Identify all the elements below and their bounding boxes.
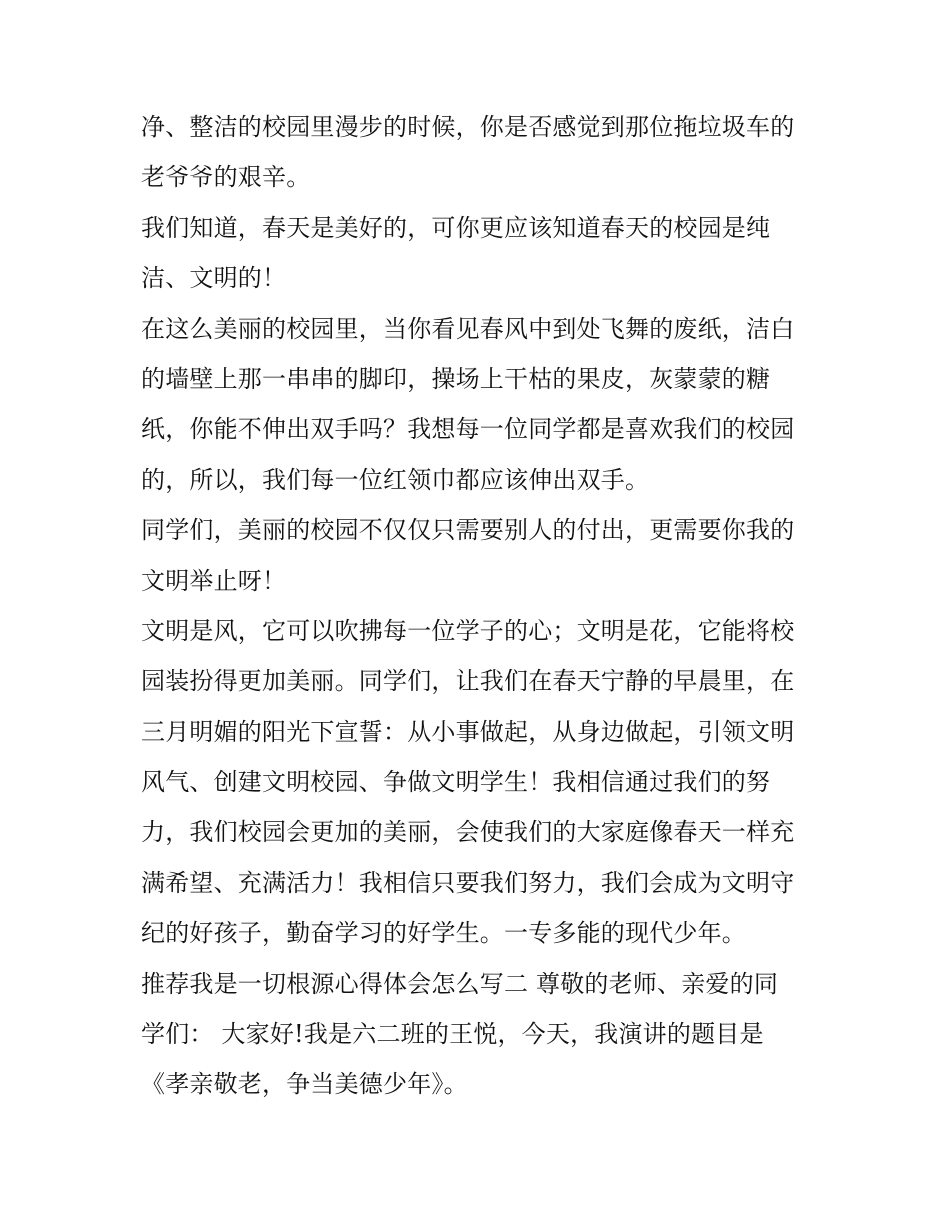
text-line: 在这么美丽的校园里，当你看见春风中到处飞舞的废纸，洁白 [141,314,795,343]
text-line: 的，所以，我们每一位红领巾都应该伸出双手。 [141,465,650,494]
text-line: 三月明媚的阳光下宣誓：从小事做起，从身边做起，引领文明 [141,717,795,746]
text-line: 学们： 大家好!我是六二班的王悦，今天，我演讲的题目是 [141,1020,764,1049]
text-line: 推荐我是一切根源心得体会怎么写二 尊敬的老师、亲爱的同 [141,969,779,998]
text-line: 文明是风，它可以吹拂每一位学子的心；文明是花，它能将校 [141,616,795,645]
text-line: 洁、文明的！ [141,264,287,293]
text-line: 力，我们校园会更加的美丽，会使我们的大家庭像春天一样充 [141,818,795,847]
text-line: 纸，你能不伸出双手吗？我想每一位同学都是喜欢我们的校园 [141,415,795,444]
text-line: 净、整洁的校园里漫步的时候，你是否感觉到那位拖垃圾车的 [141,113,795,141]
text-line: 我们知道，春天是美好的，可你更应该知道春天的校园是纯 [141,213,771,242]
text-line: 园装扮得更加美丽。同学们，让我们在春天宁静的早晨里，在 [141,667,795,696]
text-line: 文明举止呀！ [141,566,287,595]
text-line: 的墙壁上那一串串的脚印，操场上干枯的果皮，灰蒙蒙的糖 [141,364,771,393]
body-text [141,102,821,1110]
text-line: 《孝亲敬老，争当美德少年》。 [141,1070,468,1099]
text-line: 纪的好孩子，勤奋学习的好学生。一专多能的现代少年。 [141,919,746,948]
text-line: 满希望、充满活力！我相信只要我们努力，我们会成为文明守 [141,868,795,897]
text-line: 风气、创建文明校园、争做文明学生！我相信通过我们的努 [141,768,771,797]
text-line: 老爷爷的艰辛。 [141,163,311,192]
text-line: 同学们，美丽的校园不仅仅只需要别人的付出，更需要你我的 [141,516,795,545]
